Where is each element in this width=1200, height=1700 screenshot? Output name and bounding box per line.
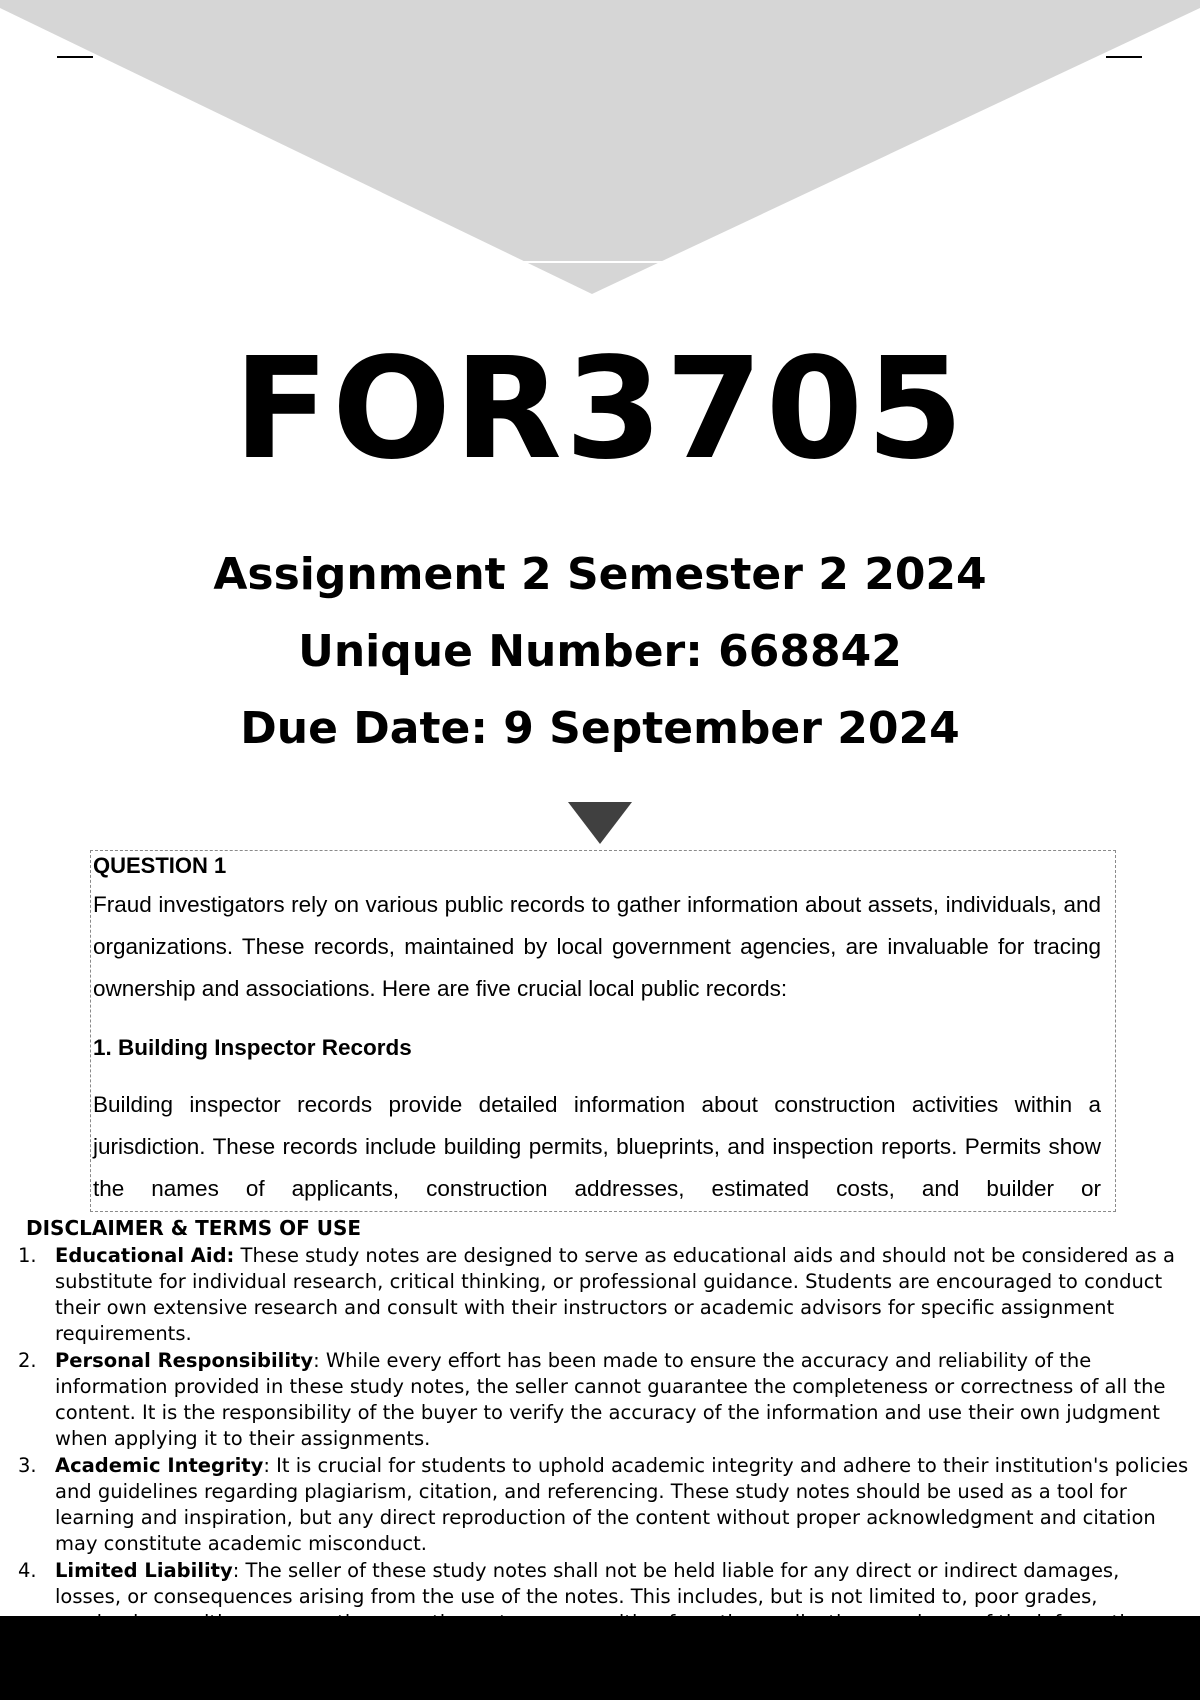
item-text: These study notes are designed to serve as educational aids and should not be considered as a substitute for individual research, critical thinking, or professional guidance. Students are encouraged to conduct their own extensive research and consult with their instructors or academic advisors for specific assignment requirements. <box>55 1244 1175 1345</box>
question-body: Building inspector records provide detailed information about construction activities within a jurisdiction. These records include building permits, blueprints, and inspection reports. Permits show the names of applicants, construction addresses, estimated costs, and builder or <box>93 1092 1101 1201</box>
question-preview-box <box>90 850 1116 1212</box>
item-number: 4. <box>18 1559 37 1582</box>
item-text: : The seller of these study notes shall not be held liable for any direct or indirect damages, losses, or consequences arising from the use of the notes. This includes, but is not limited to, poor grades, <box>55 1559 1120 1608</box>
question-sub-heading: 1. Building Inspector Records <box>93 1035 412 1060</box>
item-label: Educational Aid: <box>55 1244 235 1267</box>
down-arrow-icon <box>568 802 632 844</box>
corner-mark-right <box>1106 56 1142 58</box>
disclaimer-list <box>0 1243 1190 1637</box>
viewer-bottom-bar <box>0 1616 1200 1700</box>
unique-number: Unique Number: 668842 <box>298 626 902 677</box>
chevron-banner <box>0 0 1200 300</box>
assignment-title: Assignment 2 Semester 2 2024 <box>213 549 987 600</box>
disclaimer-item <box>0 1243 1190 1347</box>
item-number: 1. <box>18 1244 37 1267</box>
due-date: Due Date: 9 September 2024 <box>240 703 960 754</box>
corner-mark-left <box>57 56 93 58</box>
item-text: : While every effort has been made to ensure the accuracy and reliability of the information provided in these study notes, the seller cannot guarantee the completeness or correctness of all the content. It is the responsibility of the buyer to verify the accuracy of the information and use their own judgment when applying it to their assignments. <box>55 1349 1166 1450</box>
item-text: : It is crucial for students to uphold academic integrity and adhere to their institution's policies and guidelines regarding plagiarism, citation, and referencing. These study notes should be used as a tool for learning and inspiration, but any direct reproduction of the content without proper acknowledgment and citation may constitute academic misconduct. <box>55 1454 1189 1555</box>
question-heading: QUESTION 1 <box>93 853 227 878</box>
item-label: Personal Responsibility <box>55 1349 314 1372</box>
item-number: 2. <box>18 1349 37 1372</box>
question-intro: Fraud investigators rely on various public records to gather information about assets, individuals, and organizations. These records, maintained by local government agencies, are invaluable for tracing ownership and associations. Here are five crucial local public records: <box>93 892 1101 1001</box>
item-label: Limited Liability <box>55 1559 233 1582</box>
course-code: FOR3705 <box>233 328 967 491</box>
item-number: 3. <box>18 1454 37 1477</box>
disclaimer-title: DISCLAIMER & TERMS OF USE <box>26 1216 362 1240</box>
disclaimer-item <box>0 1348 1190 1452</box>
item-label: Academic Integrity <box>55 1454 264 1477</box>
disclaimer-item <box>0 1453 1190 1557</box>
